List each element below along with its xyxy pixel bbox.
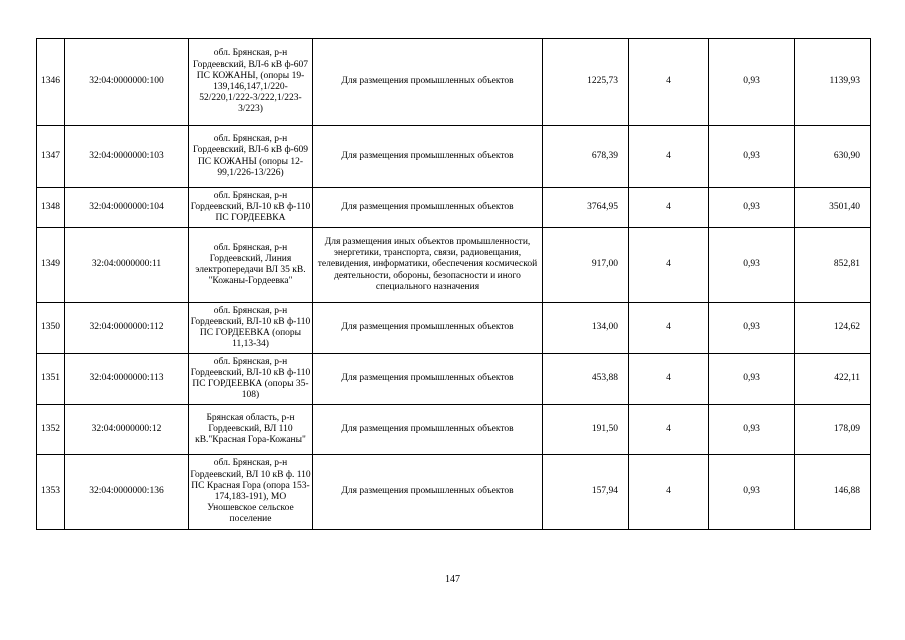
row-number: 1353 (37, 455, 65, 530)
amount-value: 630,90 (795, 126, 871, 188)
amount-value: 146,88 (795, 455, 871, 530)
amount-value: 178,09 (795, 405, 871, 455)
coefficient-value: 0,93 (709, 303, 795, 354)
address: обл. Брянская, р-н Гордеевский, ВЛ-6 кВ ф-607 ПС КОЖАНЫ, (опоры 19-139,146,147,1/220-52/220,1/222-3/222,1/223-3/223) (189, 39, 313, 126)
row-number: 1349 (37, 228, 65, 303)
column-6-value: 4 (629, 39, 709, 126)
cadastral-number: 32:04:0000000:104 (65, 188, 189, 228)
area-value: 917,00 (543, 228, 629, 303)
amount-value: 3501,40 (795, 188, 871, 228)
area-value: 191,50 (543, 405, 629, 455)
page-number: 147 (445, 574, 460, 585)
row-number: 1346 (37, 39, 65, 126)
table-row (37, 354, 871, 405)
permitted-use: Для размещения промышленных объектов (313, 354, 543, 405)
amount-value: 1139,93 (795, 39, 871, 126)
address: обл. Брянская, р-н Гордеевский, ВЛ-10 кВ ф-110 ПС ГОРДЕЕВКА (189, 188, 313, 228)
amount-value: 124,62 (795, 303, 871, 354)
permitted-use: Для размещения промышленных объектов (313, 188, 543, 228)
cadastral-number: 32:04:0000000:100 (65, 39, 189, 126)
column-6-value: 4 (629, 228, 709, 303)
cadastral-number: 32:04:0000000:12 (65, 405, 189, 455)
address: обл. Брянская, р-н Гордеевский, ВЛ-10 кВ ф-110 ПС ГОРДЕЕВКА (опоры 11,13-34) (189, 303, 313, 354)
column-6-value: 4 (629, 303, 709, 354)
area-value: 453,88 (543, 354, 629, 405)
cadastral-number: 32:04:0000000:103 (65, 126, 189, 188)
area-value: 134,00 (543, 303, 629, 354)
permitted-use: Для размещения промышленных объектов (313, 39, 543, 126)
land-registry-table (36, 38, 871, 530)
row-number: 1352 (37, 405, 65, 455)
permitted-use: Для размещения промышленных объектов (313, 126, 543, 188)
coefficient-value: 0,93 (709, 188, 795, 228)
coefficient-value: 0,93 (709, 228, 795, 303)
amount-value: 422,11 (795, 354, 871, 405)
address: обл. Брянская, р-н Гордеевский, ВЛ-10 кВ ф-110 ПС ГОРДЕЕВКА (опоры 35-108) (189, 354, 313, 405)
coefficient-value: 0,93 (709, 455, 795, 530)
column-6-value: 4 (629, 354, 709, 405)
cadastral-number: 32:04:0000000:11 (65, 228, 189, 303)
table-row (37, 455, 871, 530)
permitted-use: Для размещения промышленных объектов (313, 455, 543, 530)
permitted-use: Для размещения иных объектов промышленности, энергетики, транспорта, связи, радиовещания, телевидения, информатики, обеспечения космической деятельности, обороны, безопасности и иного специального назначения (313, 228, 543, 303)
table-row (37, 228, 871, 303)
cadastral-number: 32:04:0000000:113 (65, 354, 189, 405)
table-row (37, 405, 871, 455)
table-row (37, 39, 871, 126)
area-value: 3764,95 (543, 188, 629, 228)
address: обл. Брянская, р-н Гордеевский, ВЛ 10 кВ ф. 110 ПС Красная Гора (опора 153-174,183-191), МО Уношевское сельское поселение (189, 455, 313, 530)
column-6-value: 4 (629, 455, 709, 530)
area-value: 157,94 (543, 455, 629, 530)
row-number: 1350 (37, 303, 65, 354)
address: обл. Брянская, р-н Гордеевский, ВЛ-6 кВ ф-609 ПС КОЖАНЫ (опоры 12-99,1/226-13/226) (189, 126, 313, 188)
cadastral-number: 32:04:0000000:136 (65, 455, 189, 530)
amount-value: 852,81 (795, 228, 871, 303)
coefficient-value: 0,93 (709, 126, 795, 188)
row-number: 1351 (37, 354, 65, 405)
coefficient-value: 0,93 (709, 354, 795, 405)
address: обл. Брянская, р-н Гордеевский, Линия электропередачи ВЛ 35 кВ. "Кожаны-Гордеевка" (189, 228, 313, 303)
table-row (37, 303, 871, 354)
area-value: 1225,73 (543, 39, 629, 126)
coefficient-value: 0,93 (709, 39, 795, 126)
address: Брянская область, р-н Гордеевский, ВЛ 110 кВ."Красная Гора-Кожаны" (189, 405, 313, 455)
column-6-value: 4 (629, 405, 709, 455)
row-number: 1347 (37, 126, 65, 188)
table-row (37, 126, 871, 188)
row-number: 1348 (37, 188, 65, 228)
column-6-value: 4 (629, 126, 709, 188)
column-6-value: 4 (629, 188, 709, 228)
area-value: 678,39 (543, 126, 629, 188)
table-row (37, 188, 871, 228)
permitted-use: Для размещения промышленных объектов (313, 303, 543, 354)
permitted-use: Для размещения промышленных объектов (313, 405, 543, 455)
cadastral-number: 32:04:0000000:112 (65, 303, 189, 354)
coefficient-value: 0,93 (709, 405, 795, 455)
